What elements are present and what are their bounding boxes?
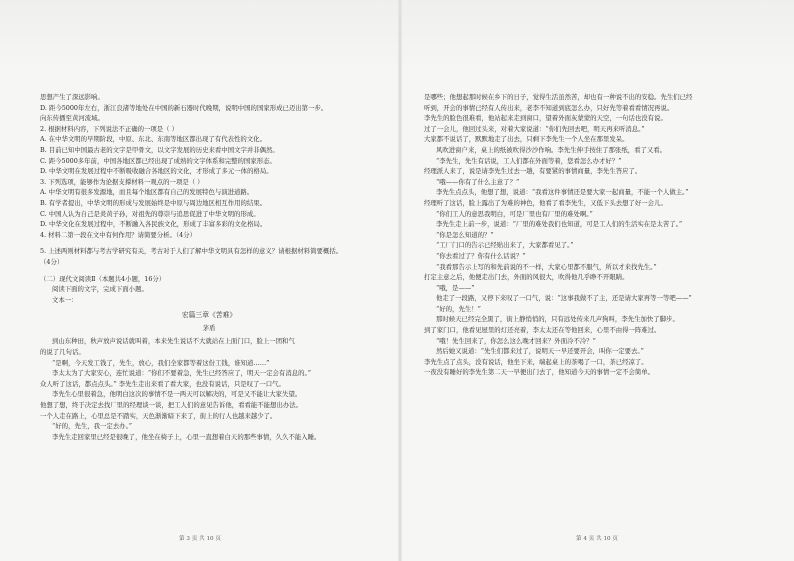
text-line: 李先生点点头，他想了想，说道：“我看这件事情还是要大家一起商量，不能一个人做主。” [436,188,689,197]
text-line: C. 距今5000多年前，中国各地区都已经出现了成熟的文字体系和完整的国家形态。 [40,156,276,165]
text-line: 的说了几句话。 [40,348,85,357]
text-line: “你们工人的意思我明白，可是厂里也有厂里的难处啊。” [436,209,593,218]
text-line: 2. 根据材料内容，下列说法不正确的一项是（ ） [40,124,178,133]
text-line: “哦！先生回来了，你怎么这么晚才回来？外面冷不冷？” [436,336,596,345]
text-line: “你是怎么知道的？” [436,230,494,239]
text-line: 5. 上述两则材料都与考古学研究有关，考古对于人们了解中华文明具有怎样的意义？请根据材料简要概括。 [40,247,343,256]
text-line: 他想了想，终于决定去找厂里的经理谈一谈，把工人们的意见告诉他，看看能不能想出办法。 [40,401,303,410]
text-line: 经理派人来了，说是请李先生过去一趟，有要紧的事情商量，李先生答应了。 [424,167,642,176]
text-line: 到了家门口，他看见屋里的灯还亮着，李太太还在等他回来，心里不由得一阵难过。 [424,326,661,335]
text-line: D. 距今5000年左右，浙江良渚等地处在中国的新石器时代晚期，说明中国的国家形成已迈出第一步。 [40,103,328,112]
text-line: 思想产生了深远影响。 [40,93,104,101]
text-line: “哦，是——” [436,283,475,292]
text-line: “是啊，今天发工钱了，先生，放心，我们全家都等着这份工钱，谁知道……” [52,358,270,367]
text-line: 李先生的脸色很难看，他站起来走到窗口，望着外面灰蒙蒙的天空，一句话也没有说。 [424,114,667,123]
text-line: 李太太为了大家安心，连忙说道：“你们不要着急，先生已经答应了，明天一定会有消息的。” [52,369,311,378]
text-line: D. 中华文化在发展过程中，不断融入各民族文化，形成了丰富多彩的文化格局。 [40,220,267,229]
text-line: 然后她又说道：“先生们都来过了，说明天一早还要开会，叫你一定要去。” [436,347,644,356]
text-line: “好的，先生，我一定去办。” [52,422,133,431]
text-line: “我看那告示上写的和先前说的不一样，大家心里都不服气，所以才来找先生。” [436,262,657,271]
text-line: 他走了一段路，又停下来叹了一口气，说：“这事我做不了主，还是请大家再等一等吧——” [436,294,692,303]
text-line: 李先生走回家里已经是很晚了，他坐在椅子上，心里一直想着白天的那些事情，久久不能入睡。 [52,432,321,441]
text-line: “工厂门口的告示已经贴出来了，大家都看见了。” [436,241,574,250]
text-line: 过了一会儿，他回过头来，对着大家说道：“你们先回去吧，明天再来听消息。” [424,124,645,133]
page-number: 第 3 页 共 10 页 [179,536,221,543]
text-line: 一个人走在路上，心里总是不踏实，天色渐渐暗下来了，街上的行人也越来越少了。 [40,411,277,420]
text-line: “好的，先生！” [436,304,481,313]
text-line: 茅盾 [202,323,216,332]
right-page [400,0,794,561]
text-line: 一夜没有睡好的李先生第二天一早便出门去了，他知道今天的事情一定不会简单。 [424,368,655,377]
text-line: “李先生，先生有话说，工人们都在外面等着，您看怎么办才好？” [436,156,622,165]
text-line: C. 中国人认为自己是炎黄子孙，对祖先的尊崇与追思促进了中华文明的形成。 [40,209,260,218]
text-line: 李先生走上前一步，说道：“厂里的难处我们也知道，可是工人们的生活实在是太苦了。” [436,220,683,229]
text-line: “哦——你有了什么主意了？” [436,177,520,186]
text-line: 那时候天已经完全黑了，街上静悄悄的，只有远处传来几声狗叫，李先生加快了脚步。 [436,315,679,324]
text-line: 阅读下面的文字，完成下面小题。 [52,285,148,294]
text-line: D. 中华文明在发展过程中不断吸收融合各地区的文化，才形成了多元一体的格局。 [40,167,273,176]
text-line: 李先生点了点头，没有说话，他坐下来，端起桌上的茶喝了一口，茶已经凉了。 [424,357,648,366]
text-line: 到山东种田，秋声放声说话就叫着，本来先生说话不大就站在上面门口，脸上一团和气 [52,337,295,346]
text-line: 风吹进窗户来，桌上的纸被吹得沙沙作响。李先生伸手按住了那张纸，看了又看。 [436,145,667,154]
text-line: 打定主意之后，他便走出门去，外面的风很大，吹得他几乎睁不开眼睛。 [424,273,629,282]
text-line: （二）现代文阅读Ⅱ（本题共4小题，16分） [40,274,166,283]
text-line: 向东传播至黄河流域。 [40,114,104,123]
text-line: A. 在中华文明的早期阶段，中原、东北、东南等地区都出现了有代表性的文化。 [40,135,266,144]
text-line: 大家都不说话了，默默地走了出去，只剩下李先生一个人坐在那里发呆。 [424,135,629,144]
text-line: 宏篇三章《苦难》 [181,311,237,320]
text-line: 3. 下列选项，能够作为论据支撑材料一观点的一项是（ ） [40,177,204,186]
text-line: 经理听了这话，脸上露出了为难的神色，他看了看李先生，又低下头去想了好一会儿。 [424,198,667,207]
text-line: 听到，开会的事情已经有人传出来，老李不知道到底怎么办，只好先等着看看情况再说。 [424,103,674,112]
text-line: 文本一： [52,295,78,304]
text-line: B. 有学者提出，中华文明的形成与发展始终是中原与周边地区相互作用的结果。 [40,198,267,207]
text-line: 是哪些；他想起那时候在乡下的日子，觉得生活虽然苦，却也有一种说不出的安稳。先生们已经 [424,93,693,101]
text-line: 4. 材料二第一段在文中有何作用？请简要分析。（4分） [40,230,196,239]
text-line: 李先生心里很着急，他明白这次的事情不是一两天可以解决的，可是又不能让大家失望。 [52,390,302,399]
text-line: “你去看过了？你有什么话说？” [436,251,526,260]
page-number: 第 4 页 共 10 页 [576,536,618,543]
text-line: A. 中华文明有很多发源地，而且每个地区都有自己的发展特色与演进道路。 [40,188,254,197]
text-line: 众人听了这话，都点点头。” 李先生走出来看了看大家，也没有说话，只是叹了一口气。 [40,379,285,388]
text-line: （4分） [40,257,64,266]
text-line: B. 目前已知中国最古老的文字是甲骨文，以文字发展的历史来看中国文字并非偶然。 [40,145,279,154]
